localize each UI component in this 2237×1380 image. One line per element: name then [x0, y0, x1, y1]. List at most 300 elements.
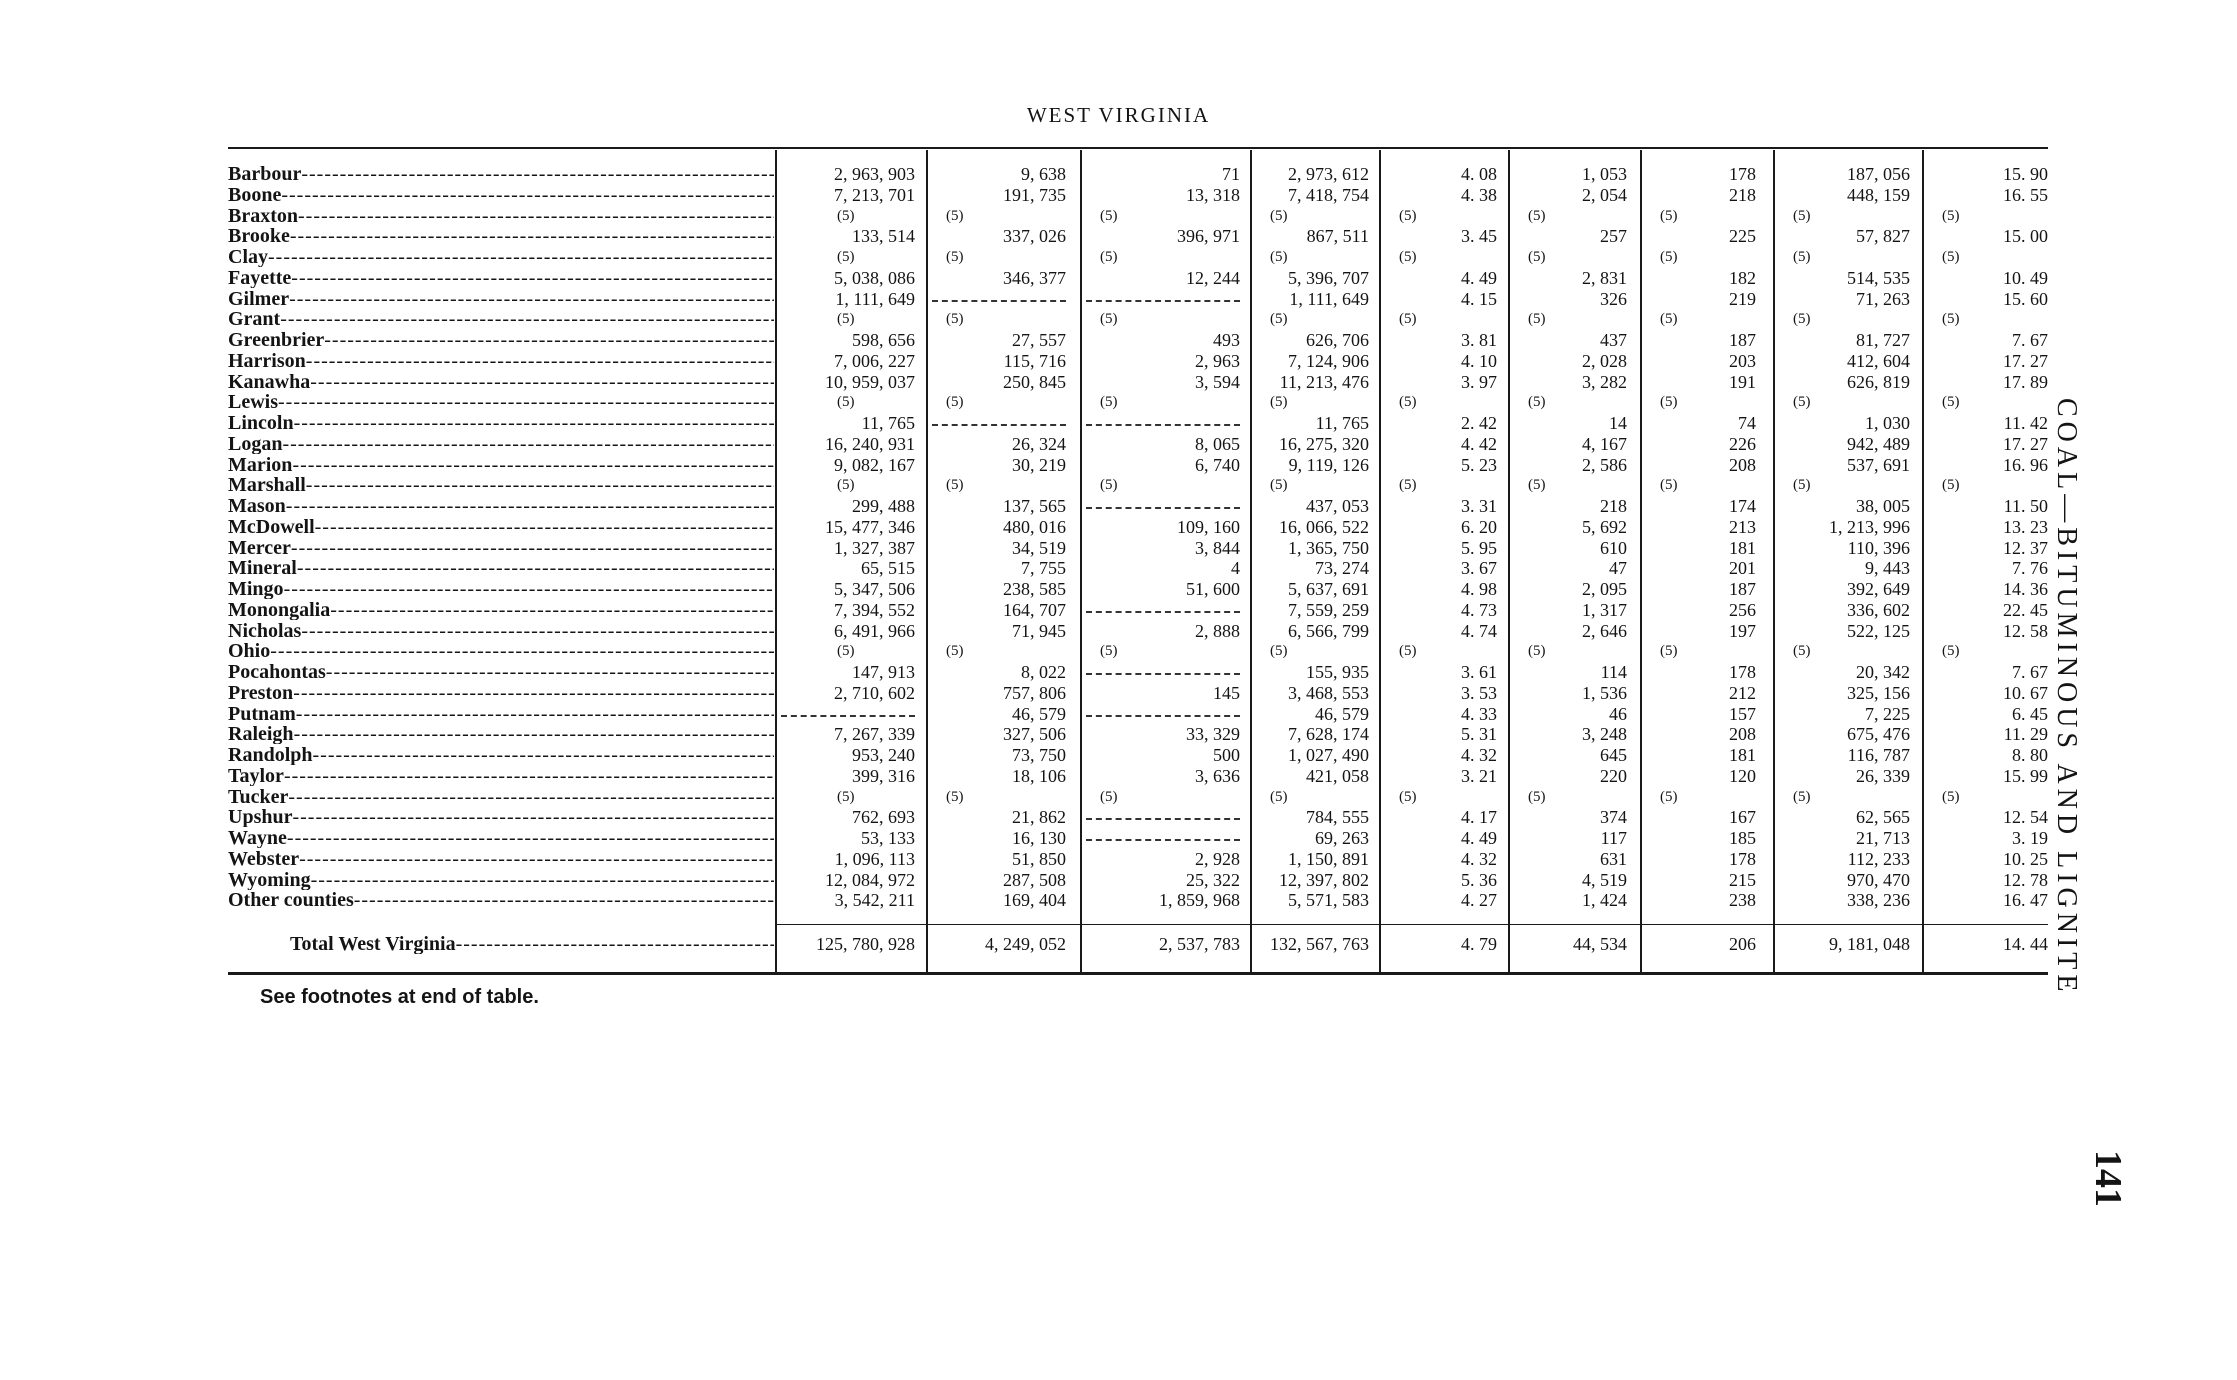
table-row [0, 330, 2237, 351]
value-cell: 12, 397, 802 [1279, 869, 1369, 890]
footnote-reference: (5) [1399, 249, 1417, 265]
value-cell: 1, 030 [1865, 413, 1910, 433]
county-name [228, 538, 774, 558]
county-name [228, 662, 774, 682]
value-cell: 109, 160 [1177, 516, 1240, 537]
value-cell: 145 [1213, 682, 1240, 703]
county-label: Pocahontas [228, 662, 326, 682]
footnote-reference: (5) [1270, 394, 1288, 411]
footnote-reference: (5) [1793, 788, 1811, 805]
value-cell: 4 [1231, 558, 1240, 579]
value-cell: 2, 963 [1195, 350, 1240, 371]
value-cell: 537, 691 [1847, 454, 1910, 475]
footnote-reference: (5) [1793, 249, 1811, 265]
value-cell: 1, 053 [1582, 164, 1627, 184]
value-cell: 14 [1609, 413, 1627, 433]
value-cell: 46, 579 [1315, 703, 1369, 724]
county-name [228, 351, 774, 371]
value-cell: 21, 713 [1856, 828, 1910, 848]
footnote-reference: (5) [1100, 394, 1118, 411]
empty-cell-dash [1086, 611, 1240, 613]
value-cell: 392, 649 [1847, 579, 1910, 599]
footnote-reference: (5) [946, 249, 964, 265]
value-cell: 3, 594 [1195, 371, 1240, 392]
county-label: Nicholas [228, 620, 302, 641]
value-cell: 2, 054 [1582, 184, 1627, 205]
value-cell: 15. 99 [2003, 765, 2048, 786]
value-cell: 212 [1729, 682, 1756, 703]
value-cell: 7, 225 [1865, 703, 1910, 724]
value-cell: 9, 181, 048 [1829, 934, 1910, 954]
value-cell: 18, 106 [1012, 765, 1066, 786]
value-cell: 47 [1609, 558, 1627, 579]
value-cell: 15. 00 [2003, 226, 2048, 247]
value-cell: 326 [1600, 288, 1627, 309]
county-label: Boone [228, 184, 282, 205]
running-title: COAL—BITUMINOUS AND LIGNITE [2051, 398, 2082, 997]
value-cell: 9, 638 [1021, 164, 1066, 184]
value-cell: 26, 339 [1856, 765, 1910, 786]
value-cell: 213 [1729, 516, 1756, 537]
value-cell: 174 [1729, 496, 1756, 516]
value-cell: 3, 844 [1195, 537, 1240, 558]
value-cell: 867, 511 [1306, 226, 1369, 247]
footnote-reference: (5) [1270, 249, 1288, 265]
county-label: Ohio [228, 641, 271, 662]
footnote-reference: (5) [1270, 643, 1288, 660]
footnote-reference: (5) [1399, 394, 1417, 411]
value-cell: 1, 317 [1582, 599, 1627, 620]
county-label: Mingo [228, 579, 284, 599]
table-row [0, 662, 2237, 683]
value-cell: 208 [1729, 454, 1756, 475]
value-cell: 178 [1729, 848, 1756, 869]
value-cell: 1, 150, 891 [1288, 848, 1369, 869]
value-cell: 437, 053 [1306, 496, 1369, 516]
value-cell: 4. 15 [1461, 288, 1497, 309]
county-label: Greenbrier [228, 330, 325, 350]
value-cell: 4. 79 [1461, 934, 1497, 954]
value-cell: 11, 765 [1315, 413, 1369, 433]
table-row [0, 475, 2237, 496]
value-cell: 5, 347, 506 [834, 579, 915, 599]
value-cell: 20, 342 [1856, 662, 1910, 682]
value-cell: 120 [1729, 765, 1756, 786]
value-cell: 2, 888 [1195, 620, 1240, 641]
table-row [0, 351, 2237, 372]
value-cell: 219 [1729, 288, 1756, 309]
county-name [228, 309, 774, 329]
county-label: Total West Virginia [290, 934, 456, 954]
value-cell: 44, 534 [1573, 934, 1627, 954]
value-cell: 327, 506 [1003, 724, 1066, 745]
county-name [228, 787, 774, 807]
value-cell: 7, 006, 227 [834, 350, 915, 371]
table-row [0, 206, 2237, 227]
value-cell: 5. 36 [1461, 869, 1497, 890]
county-label: Upshur [228, 807, 293, 828]
value-cell: 645 [1600, 745, 1627, 765]
county-label: Marion [228, 454, 293, 475]
county-name [228, 247, 774, 267]
value-cell: 493 [1213, 330, 1240, 350]
value-cell: 7, 124, 906 [1288, 350, 1369, 371]
footnote-reference: (5) [1100, 311, 1118, 328]
empty-cell-dash [1086, 715, 1240, 717]
value-cell: 11, 765 [861, 413, 915, 433]
value-cell: 12. 58 [2003, 620, 2048, 641]
value-cell: 16, 066, 522 [1279, 516, 1369, 537]
value-cell: 2, 928 [1195, 848, 1240, 869]
value-cell: 762, 693 [852, 807, 915, 828]
county-label: Harrison [228, 350, 306, 371]
value-cell: 500 [1213, 745, 1240, 765]
value-cell: 197 [1729, 620, 1756, 641]
county-name [228, 517, 774, 537]
footnote-reference: (5) [1942, 788, 1960, 805]
value-cell: 5. 95 [1461, 537, 1497, 558]
table-bottom-rule [228, 972, 2048, 975]
county-label: Brooke [228, 226, 290, 247]
value-cell: 4. 73 [1461, 599, 1497, 620]
empty-cell-dash [1086, 818, 1240, 820]
county-label: Gilmer [228, 288, 290, 309]
value-cell: 5. 23 [1461, 454, 1497, 475]
value-cell: 4. 10 [1461, 350, 1497, 371]
county-name [228, 496, 774, 516]
footnote-reference: (5) [1793, 643, 1811, 660]
value-cell: 4. 49 [1461, 267, 1497, 288]
county-label: Other counties [228, 890, 354, 911]
value-cell: 5, 396, 707 [1288, 267, 1369, 288]
table-row [0, 392, 2237, 413]
value-cell: 1, 424 [1582, 890, 1627, 911]
value-cell: 116, 787 [1847, 745, 1910, 765]
county-label: Wyoming [228, 869, 311, 890]
value-cell: 137, 565 [1003, 496, 1066, 516]
footnote-reference: (5) [837, 477, 855, 494]
value-cell: 21, 862 [1012, 807, 1066, 828]
value-cell: 4, 167 [1582, 433, 1627, 454]
value-cell: 7, 267, 339 [834, 724, 915, 745]
footnote-reference: (5) [1399, 311, 1417, 328]
footnote-reference: (5) [1270, 477, 1288, 494]
county-label: Mason [228, 496, 286, 516]
county-name [228, 766, 774, 786]
value-cell: 12. 54 [2003, 807, 2048, 828]
county-name [228, 226, 774, 246]
value-cell: 38, 005 [1856, 496, 1910, 516]
value-cell: 14. 44 [2003, 934, 2048, 954]
value-cell: 191 [1729, 371, 1756, 392]
footnote-reference: (5) [1399, 788, 1417, 805]
value-cell: 412, 604 [1847, 350, 1910, 371]
county-label: Kanawha [228, 371, 311, 392]
table-row [0, 517, 2237, 538]
value-cell: 5, 571, 583 [1288, 890, 1369, 911]
value-cell: 3. 67 [1461, 558, 1497, 579]
value-cell: 1, 096, 113 [834, 848, 915, 869]
county-label: Mercer [228, 537, 291, 558]
value-cell: 117 [1600, 828, 1627, 848]
value-cell: 13, 318 [1186, 184, 1240, 205]
value-cell: 9, 443 [1865, 558, 1910, 579]
footnote-reference: (5) [1528, 311, 1546, 328]
value-cell: 2, 537, 783 [1159, 934, 1240, 954]
value-cell: 69, 263 [1315, 828, 1369, 848]
value-cell: 4. 42 [1461, 433, 1497, 454]
value-cell: 4, 519 [1582, 869, 1627, 890]
value-cell: 147, 913 [852, 662, 915, 682]
county-label: McDowell [228, 516, 315, 537]
total-row [0, 934, 2237, 955]
footnote-reference: (5) [837, 249, 855, 265]
value-cell: 610 [1600, 537, 1627, 558]
county-label: Webster [228, 848, 300, 869]
county-name [228, 206, 774, 226]
value-cell: 132, 567, 763 [1270, 934, 1369, 954]
footnote-reference: (5) [1942, 207, 1960, 224]
value-cell: 1, 327, 387 [834, 537, 915, 558]
value-cell: 2. 42 [1461, 413, 1497, 433]
value-cell: 2, 831 [1582, 267, 1627, 288]
footnote-reference: (5) [1528, 477, 1546, 494]
value-cell: 11. 29 [2003, 724, 2048, 745]
value-cell: 7, 418, 754 [1288, 184, 1369, 205]
value-cell: 46, 579 [1012, 703, 1066, 724]
value-cell: 299, 488 [852, 496, 915, 516]
value-cell: 6. 20 [1461, 516, 1497, 537]
value-cell: 11. 50 [2003, 496, 2048, 516]
value-cell: 71, 945 [1012, 620, 1066, 641]
footnote-reference: (5) [1528, 788, 1546, 805]
footnote-reference: (5) [837, 311, 855, 328]
value-cell: 2, 646 [1582, 620, 1627, 641]
value-cell: 206 [1729, 934, 1756, 954]
footnote-reference: (5) [1528, 394, 1546, 411]
value-cell: 11. 42 [2003, 413, 2048, 433]
value-cell: 336, 602 [1847, 599, 1910, 620]
value-cell: 8. 80 [2012, 745, 2048, 765]
value-cell: 164, 707 [1003, 599, 1066, 620]
county-name [228, 372, 774, 392]
value-cell: 16, 275, 320 [1279, 433, 1369, 454]
footnote-reference: (5) [1100, 249, 1118, 265]
value-cell: 12, 084, 972 [825, 869, 915, 890]
table-row [0, 185, 2237, 206]
value-cell: 3. 81 [1461, 330, 1497, 350]
footnote-reference: (5) [1942, 249, 1960, 265]
table-row [0, 704, 2237, 725]
value-cell: 4. 38 [1461, 184, 1497, 205]
value-cell: 970, 470 [1847, 869, 1910, 890]
value-cell: 7, 755 [1021, 558, 1066, 579]
value-cell: 4. 98 [1461, 579, 1497, 599]
page-heading: WEST VIRGINIA [1026, 103, 1211, 127]
value-cell: 3. 31 [1461, 496, 1497, 516]
table-row [0, 579, 2237, 600]
table-row [0, 600, 2237, 621]
county-name [228, 683, 774, 703]
county-label: Monongalia [228, 599, 331, 620]
footnote-reference: (5) [1942, 643, 1960, 660]
footnote-reference: (5) [1399, 207, 1417, 224]
value-cell: 203 [1729, 350, 1756, 371]
value-cell: 1, 859, 968 [1159, 890, 1240, 911]
value-cell: 65, 515 [861, 558, 915, 579]
footnote-reference: (5) [1660, 477, 1678, 494]
value-cell: 71, 263 [1856, 288, 1910, 309]
county-label: Marshall [228, 475, 306, 496]
county-name [228, 579, 774, 599]
value-cell: 12. 78 [2003, 869, 2048, 890]
county-name [228, 807, 774, 827]
value-cell: 155, 935 [1306, 662, 1369, 682]
footnote-reference: (5) [1399, 477, 1417, 494]
value-cell: 9, 119, 126 [1288, 454, 1369, 475]
value-cell: 15. 60 [2003, 288, 2048, 309]
value-cell: 7. 67 [2012, 662, 2048, 682]
value-cell: 399, 316 [852, 765, 915, 786]
value-cell: 178 [1729, 662, 1756, 682]
value-cell: 16. 96 [2003, 454, 2048, 475]
value-cell: 784, 555 [1306, 807, 1369, 828]
footnote-reference: (5) [946, 311, 964, 328]
value-cell: 33, 329 [1186, 724, 1240, 745]
footnote-reference: (5) [1399, 643, 1417, 660]
value-cell: 225 [1729, 226, 1756, 247]
value-cell: 187, 056 [1847, 164, 1910, 184]
value-cell: 114 [1600, 662, 1627, 682]
county-label: Raleigh [228, 724, 294, 745]
value-cell: 421, 058 [1306, 765, 1369, 786]
value-cell: 1, 027, 490 [1288, 745, 1369, 765]
value-cell: 7. 76 [2012, 558, 2048, 579]
footnote-reference: (5) [1793, 394, 1811, 411]
value-cell: 12, 244 [1186, 267, 1240, 288]
table-row [0, 724, 2237, 745]
table-row [0, 683, 2237, 704]
value-cell: 3, 468, 553 [1288, 682, 1369, 703]
county-name [228, 392, 774, 412]
county-name [228, 828, 774, 848]
table-row [0, 372, 2237, 393]
value-cell: 480, 016 [1003, 516, 1066, 537]
value-cell: 4. 49 [1461, 828, 1497, 848]
value-cell: 15. 90 [2003, 164, 2048, 184]
value-cell: 71 [1222, 164, 1240, 184]
value-cell: 167 [1729, 807, 1756, 828]
value-cell: 133, 514 [852, 226, 915, 247]
county-label: Clay [228, 247, 268, 267]
value-cell: 9, 082, 167 [834, 454, 915, 475]
value-cell: 3, 248 [1582, 724, 1627, 745]
value-cell: 396, 971 [1177, 226, 1240, 247]
table-row [0, 538, 2237, 559]
value-cell: 514, 535 [1847, 267, 1910, 288]
county-label: Preston [228, 682, 294, 703]
value-cell: 16, 240, 931 [825, 433, 915, 454]
value-cell: 4. 08 [1461, 164, 1497, 184]
value-cell: 169, 404 [1003, 890, 1066, 911]
value-cell: 437 [1600, 330, 1627, 350]
value-cell: 191, 735 [1003, 184, 1066, 205]
county-name [228, 849, 774, 869]
footnote-reference: (5) [946, 477, 964, 494]
county-label: Taylor [228, 765, 284, 786]
value-cell: 626, 819 [1847, 371, 1910, 392]
footnote-note: See footnotes at end of table. [260, 986, 539, 1008]
empty-cell-dash [1086, 300, 1240, 302]
county-name [228, 413, 774, 433]
value-cell: 178 [1729, 164, 1756, 184]
value-cell: 1, 213, 996 [1829, 516, 1910, 537]
value-cell: 110, 396 [1847, 537, 1910, 558]
county-label: Barbour [228, 164, 302, 184]
table-row [0, 787, 2237, 808]
value-cell: 81, 727 [1856, 330, 1910, 350]
empty-cell-dash [781, 715, 915, 717]
value-cell: 157 [1729, 703, 1756, 724]
empty-cell-dash [1086, 507, 1240, 509]
value-cell: 942, 489 [1847, 433, 1910, 454]
county-name [228, 185, 774, 205]
footnote-reference: (5) [1942, 311, 1960, 328]
footnote-reference: (5) [1100, 788, 1118, 805]
county-name [228, 724, 774, 744]
value-cell: 25, 322 [1186, 869, 1240, 890]
county-name [228, 600, 774, 620]
county-name [228, 434, 774, 454]
footnote-reference: (5) [946, 643, 964, 660]
table-row [0, 226, 2237, 247]
value-cell: 675, 476 [1847, 724, 1910, 745]
footnote-reference: (5) [1528, 643, 1546, 660]
value-cell: 3. 97 [1461, 371, 1497, 392]
value-cell: 10. 49 [2003, 267, 2048, 288]
county-label: Fayette [228, 267, 292, 288]
footnote-reference: (5) [1270, 207, 1288, 224]
value-cell: 3. 19 [2012, 828, 2048, 848]
value-cell: 346, 377 [1003, 267, 1066, 288]
footnote-reference: (5) [837, 394, 855, 411]
county-label: Braxton [228, 205, 298, 226]
value-cell: 626, 706 [1306, 330, 1369, 350]
table-row [0, 289, 2237, 310]
value-cell: 187 [1729, 579, 1756, 599]
value-cell: 26, 324 [1012, 433, 1066, 454]
value-cell: 181 [1729, 745, 1756, 765]
value-cell: 5, 038, 086 [834, 267, 915, 288]
table-row [0, 455, 2237, 476]
value-cell: 4, 249, 052 [985, 934, 1066, 954]
value-cell: 73, 274 [1315, 558, 1369, 579]
county-label: Logan [228, 433, 283, 454]
value-cell: 7, 628, 174 [1288, 724, 1369, 745]
table-row [0, 309, 2237, 330]
value-cell: 4. 27 [1461, 890, 1497, 911]
total-label [290, 934, 774, 954]
value-cell: 257 [1600, 226, 1627, 247]
county-name [228, 164, 774, 184]
county-name [228, 704, 774, 724]
table-row [0, 268, 2237, 289]
value-cell: 13. 23 [2003, 516, 2048, 537]
value-cell: 115, 716 [1003, 350, 1066, 371]
footnote-reference: (5) [1270, 311, 1288, 328]
value-cell: 1, 365, 750 [1288, 537, 1369, 558]
footnote-reference: (5) [1100, 207, 1118, 224]
